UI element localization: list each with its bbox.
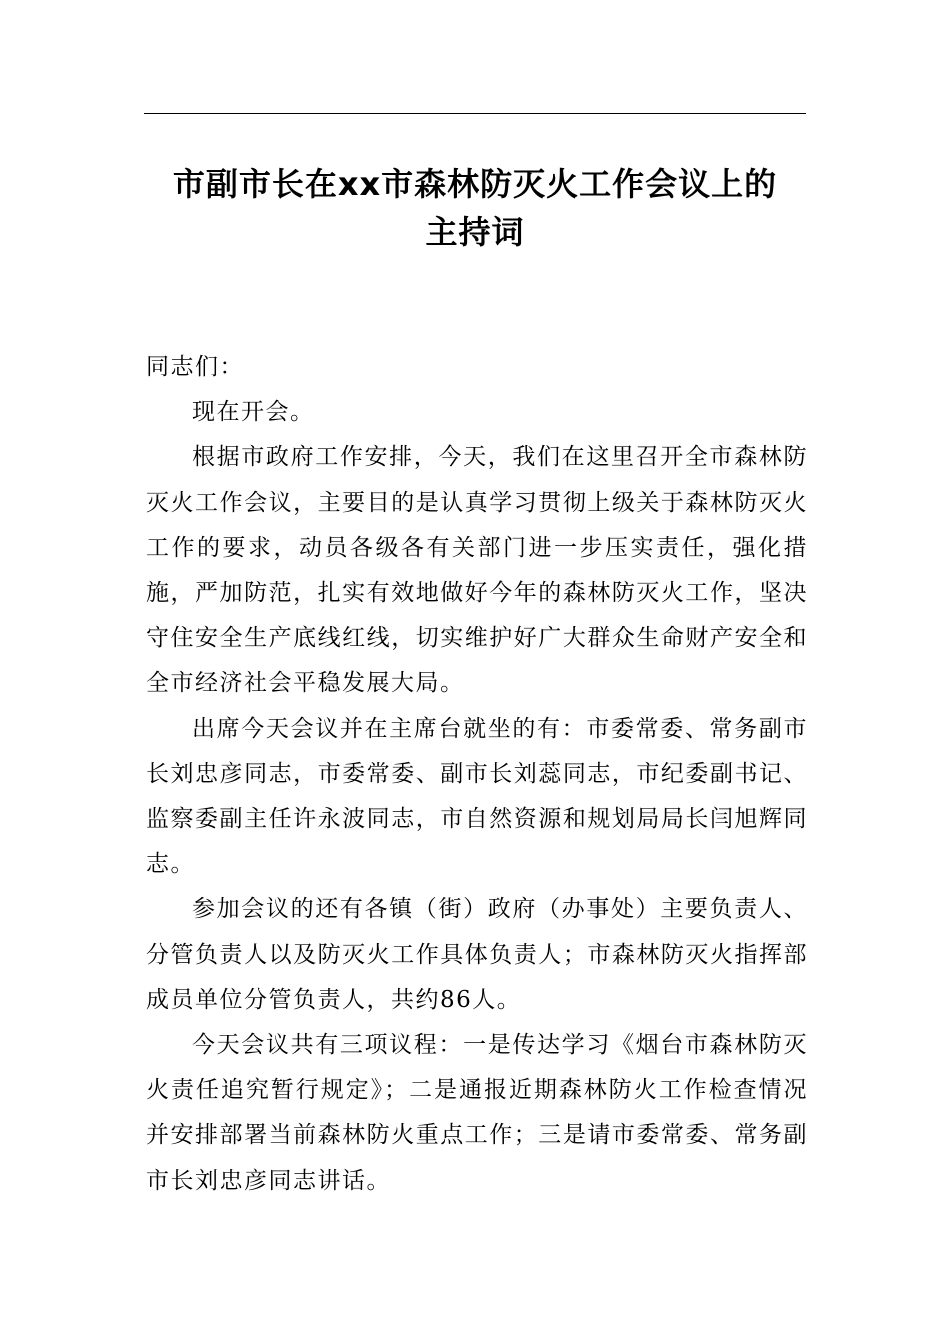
paragraph-purpose: 根据市政府工作安排，今天，我们在这里召开全市森林防灭火工作会议，主要目的是认真学习贯彻上级关于森林防灭火工作的要求，动员各级各有关部门进一步压实责任，强化措施，严加防范，扎实有效地做好今年的森林防灭火工作，坚决守住安全生产底线红线，切实维护好广大群众生命财产安全和全市经济社会平稳发展大局。 (146, 444, 808, 697)
title-line-2: 主持词 (425, 213, 525, 251)
salutation: 同志们： (146, 354, 244, 380)
paragraph-attendees-podium: 出席今天会议并在主席台就坐的有：市委常委、常务副市长刘忠彦同志，市委常委、副市长刘蕊同志，市纪委副书记、监察委副主任许永波同志，市自然资源和规划局局长闫旭辉同志。 (146, 715, 808, 878)
document-body (146, 345, 808, 1204)
paragraph-opening: 现在开会。 (192, 399, 315, 426)
paragraph-agenda: 今天会议共有三项议程：一是传达学习《烟台市森林防灭火责任追究暂行规定》；二是通报近期森林防火工作检查情况并安排部署当前森林防火重点工作；三是请市委常委、常务副市长刘忠彦同志讲话。 (146, 1032, 808, 1194)
paragraph-participants: 参加会议的还有各镇（街）政府（办事处）主要负责人、分管负责人以及防灭火工作具体负责人；市森林防灭火指挥部成员单位分管负责人，共约86人。 (146, 896, 808, 1013)
title-line-1: 市副市长在xx市森林防灭火工作会议上的 (172, 165, 778, 203)
header-rule (144, 113, 806, 114)
document-title (144, 160, 806, 256)
